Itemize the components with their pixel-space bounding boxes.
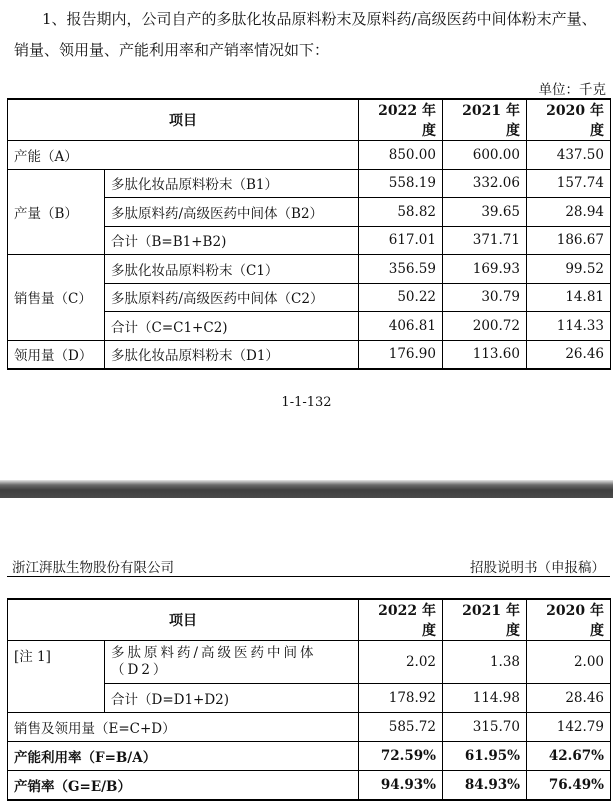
column-header-2021: 2021 年度: [443, 599, 527, 641]
table-cell: 585.72: [359, 713, 443, 742]
production-sales-table-continued: [7, 598, 611, 801]
table-cell: 14.81: [527, 283, 611, 312]
running-header-company: 浙江湃肽生物股份有限公司: [12, 560, 174, 576]
table-cell: 42.67%: [527, 742, 611, 771]
table-cell: 1.38: [443, 641, 527, 684]
row-label: 多肽原料药/高级医药中间体（B2）: [105, 198, 359, 227]
intro-paragraph: 1、报告期内，公司自产的多肽化妆品原料粉末及原料药/高级医药中间体粉末产量、销量、领用量、产能利用率和产销率情况如下：: [14, 10, 597, 59]
running-header-doc-title: 招股说明书（申报稿）: [470, 560, 605, 576]
table-cell: 617.01: [359, 226, 443, 255]
row-label: 合计（D=D1+D2): [105, 684, 359, 713]
row-label-sales-and-usage: 销售及领用量（E=C+D）: [8, 713, 359, 742]
table-cell: 94.93%: [359, 771, 443, 801]
note-label: [注 1]: [8, 641, 105, 713]
table-cell: 76.49%: [527, 771, 611, 801]
column-header-2020: 2020 年度: [527, 599, 611, 641]
table-cell: 332.06: [443, 169, 527, 198]
row-label: 多肽原料药/高级医药中间体（C2）: [105, 283, 359, 312]
table-cell: 371.71: [443, 226, 527, 255]
table-cell: 437.50: [527, 141, 611, 170]
unit-label: 单位：千克: [538, 82, 606, 98]
table-cell: 850.00: [359, 141, 443, 170]
table-cell: 176.90: [359, 340, 443, 369]
row-label: 多肽化妆品原料粉末（D1）: [105, 340, 359, 369]
table-cell: 356.59: [359, 255, 443, 284]
group-label-output: 产量（B）: [8, 169, 105, 255]
row-label: 多肽化妆品原料粉末（B1）: [105, 169, 359, 198]
table-row: [8, 771, 611, 801]
column-header-2021: 2021 年度: [443, 99, 527, 141]
table-cell: 157.74: [527, 169, 611, 198]
table-cell: 186.67: [527, 226, 611, 255]
table-cell: 113.60: [443, 340, 527, 369]
table-row: [8, 340, 611, 369]
column-header-2022: 2022 年度: [359, 99, 443, 141]
table-cell: 2.00: [527, 641, 611, 684]
table-row: [8, 713, 611, 742]
page-break-separator: [0, 480, 613, 498]
table-row: [8, 255, 611, 284]
table-cell: 28.94: [527, 198, 611, 227]
table-row: [8, 742, 611, 771]
table-cell: 406.81: [359, 312, 443, 341]
table-row: [8, 141, 611, 170]
column-header-2020: 2020 年度: [527, 99, 611, 141]
table-cell: 50.22: [359, 283, 443, 312]
table-cell: 114.33: [527, 312, 611, 341]
column-header-item: 项目: [8, 99, 359, 141]
table-cell: 600.00: [443, 141, 527, 170]
row-label: 合计（B=B1+B2): [105, 226, 359, 255]
table-cell: 28.46: [527, 684, 611, 713]
table-cell: 72.59%: [359, 742, 443, 771]
page-number: 1-1-132: [281, 395, 332, 410]
row-label-capacity: 产能（A）: [8, 141, 359, 170]
table-cell: 58.82: [359, 198, 443, 227]
production-sales-table: [7, 98, 611, 370]
table-cell: 39.65: [443, 198, 527, 227]
column-header-2022: 2022 年度: [359, 599, 443, 641]
table-cell: 142.79: [527, 713, 611, 742]
table-cell: 558.19: [359, 169, 443, 198]
table-cell: 30.79: [443, 283, 527, 312]
table-cell: 114.98: [443, 684, 527, 713]
table-cell: 178.92: [359, 684, 443, 713]
group-label-usage: 领用量（D）: [8, 340, 105, 369]
table-cell: 200.72: [443, 312, 527, 341]
row-label-sell-through: 产销率（G=E/B）: [8, 771, 359, 801]
row-label-utilization: 产能利用率（F=B/A）: [8, 742, 359, 771]
table-cell: 26.46: [527, 340, 611, 369]
group-label-sales: 销售量（C）: [8, 255, 105, 341]
table-header-row: [8, 599, 611, 641]
table-cell: 61.95%: [443, 742, 527, 771]
table-row: [8, 169, 611, 198]
table-header-row: [8, 99, 611, 141]
table-cell: 84.93%: [443, 771, 527, 801]
table-cell: 315.70: [443, 713, 527, 742]
column-header-item: 项目: [8, 599, 359, 641]
row-label: 合计（C=C1+C2): [105, 312, 359, 341]
header-divider: [7, 576, 610, 577]
row-label: 多肽化妆品原料粉末（C1）: [105, 255, 359, 284]
table-cell: 2.02: [359, 641, 443, 684]
table-cell: 169.93: [443, 255, 527, 284]
row-label: 多肽原料药/高级医药中间体（D2）: [105, 641, 359, 684]
table-cell: 99.52: [527, 255, 611, 284]
table-row: [8, 641, 611, 684]
